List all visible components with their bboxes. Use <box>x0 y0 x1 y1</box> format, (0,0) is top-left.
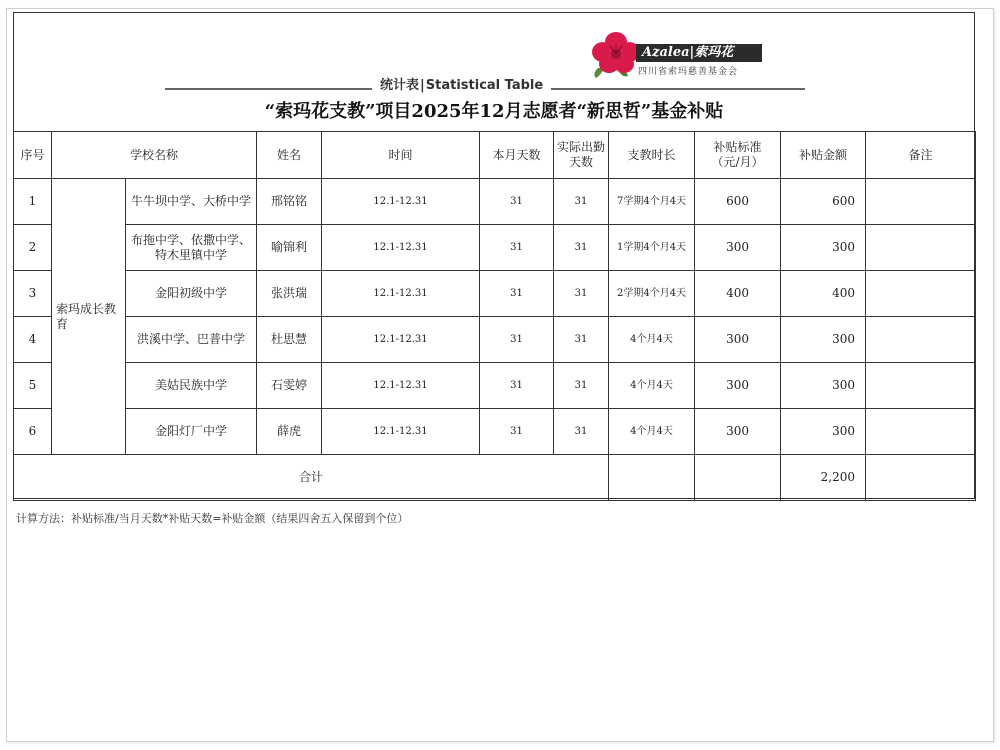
cell-school <box>126 179 257 225</box>
cell-duration: 1学期4个月4天 <box>609 225 695 271</box>
table-row <box>14 271 976 317</box>
cell-standard: 300 <box>695 225 781 271</box>
cell-month-days: 31 <box>480 409 554 455</box>
cell-time: 12.1-12.31 <box>322 363 480 409</box>
logo-subtitle: 四川省索玛慈善基金会 <box>638 67 739 77</box>
cell-amount: 300 <box>781 363 866 409</box>
cell-school-line1: 金阳初级中学 <box>155 286 228 300</box>
cell-standard: 300 <box>695 363 781 409</box>
cell-seq: 1 <box>14 179 52 225</box>
col-header-name: 姓名 <box>257 132 322 179</box>
cell-total-note <box>866 455 976 501</box>
cell-note <box>866 317 976 363</box>
col-header-standard-line2: （元/月） <box>711 155 764 169</box>
document-title: “索玛花支教”项目2025年12月志愿者“新思哲”基金补贴 <box>264 101 724 122</box>
cell-time: 12.1-12.31 <box>322 271 480 317</box>
cell-school <box>126 409 257 455</box>
cell-actual-days: 31 <box>554 409 609 455</box>
cell-amount: 600 <box>781 179 866 225</box>
stat-label-cn: 统计表 <box>380 78 420 93</box>
cell-month-days: 31 <box>480 317 554 363</box>
cell-time: 12.1-12.31 <box>322 179 480 225</box>
cell-name: 石雯婷 <box>257 363 322 409</box>
cell-actual-days: 31 <box>554 225 609 271</box>
cell-actual-days: 31 <box>554 179 609 225</box>
cell-total-duration <box>609 455 695 501</box>
cell-total-label: 合计 <box>14 455 609 501</box>
statistical-table-label <box>372 74 551 93</box>
cell-school-line1: 牛牛坝中学、大桥中学 <box>131 194 252 208</box>
cell-school-line1: 美姑民族中学 <box>155 378 228 392</box>
cell-total-standard <box>695 455 781 501</box>
col-header-standard <box>695 132 781 179</box>
cell-month-days: 31 <box>480 363 554 409</box>
cell-note <box>866 179 976 225</box>
table-row <box>14 317 976 363</box>
cell-school <box>126 363 257 409</box>
table-row <box>14 179 976 225</box>
cell-month-days: 31 <box>480 225 554 271</box>
logo-brand-bar: Azalea|索玛花 <box>636 44 762 62</box>
cell-actual-days: 31 <box>554 363 609 409</box>
col-header-actual-days-line1: 实际出勤 <box>557 140 606 154</box>
cell-duration: 7学期4个月4天 <box>609 179 695 225</box>
col-header-time: 时间 <box>322 132 480 179</box>
col-header-standard-line1: 补贴标准 <box>713 140 762 154</box>
cell-school-line1: 金阳灯厂中学 <box>155 424 228 438</box>
cell-time: 12.1-12.31 <box>322 225 480 271</box>
cell-name: 杜思慧 <box>257 317 322 363</box>
cell-duration: 4个月4天 <box>609 409 695 455</box>
cell-amount: 300 <box>781 225 866 271</box>
cell-note <box>866 409 976 455</box>
table-row <box>14 363 976 409</box>
cell-school-line1: 布拖中学、依撒中学、 <box>131 232 252 247</box>
cell-actual-days: 31 <box>554 271 609 317</box>
cell-duration: 4个月4天 <box>609 363 695 409</box>
cell-school <box>126 271 257 317</box>
cell-note <box>866 363 976 409</box>
cell-seq: 6 <box>14 409 52 455</box>
calculation-footnote: 计算方法：补贴标准/当月天数*补贴天数=补贴金额（结果四舍五入保留到个位） <box>16 512 409 525</box>
cell-month-days: 31 <box>480 179 554 225</box>
azalea-logo <box>588 28 778 80</box>
cell-duration: 4个月4天 <box>609 317 695 363</box>
cell-school-line2: 特木里镇中学 <box>155 247 228 262</box>
table-total-row <box>14 455 976 501</box>
col-header-note: 备注 <box>866 132 976 179</box>
col-header-month-days: 本月天数 <box>480 132 554 179</box>
cell-name: 喻锦利 <box>257 225 322 271</box>
cell-standard: 600 <box>695 179 781 225</box>
cell-seq: 3 <box>14 271 52 317</box>
cell-group-label: 索玛成长教育 <box>52 179 126 455</box>
cell-name: 薛虎 <box>257 409 322 455</box>
cell-amount: 300 <box>781 409 866 455</box>
cell-note <box>866 271 976 317</box>
cell-time: 12.1-12.31 <box>322 409 480 455</box>
col-header-seq: 序号 <box>14 132 52 179</box>
cell-standard: 300 <box>695 317 781 363</box>
col-header-amount: 补贴金额 <box>781 132 866 179</box>
table-row <box>14 225 976 271</box>
cell-standard: 300 <box>695 409 781 455</box>
cell-month-days: 31 <box>480 271 554 317</box>
cell-school-line1: 洪溪中学、巴普中学 <box>137 332 246 346</box>
col-header-school: 学校名称 <box>52 132 257 179</box>
subsidy-table <box>13 131 976 501</box>
cell-seq: 4 <box>14 317 52 363</box>
cell-seq: 5 <box>14 363 52 409</box>
stat-label-separator: | <box>420 78 425 93</box>
cell-seq: 2 <box>14 225 52 271</box>
table-row <box>14 409 976 455</box>
table-header-row <box>14 132 976 179</box>
cell-total-amount: 2,200 <box>781 455 866 501</box>
cell-duration: 2学期4个月4天 <box>609 271 695 317</box>
stat-label-en: Statistical Table <box>425 78 544 93</box>
cell-school <box>126 225 257 271</box>
col-header-actual-days-line2: 天数 <box>569 155 594 169</box>
cell-note <box>866 225 976 271</box>
cell-name: 邢铭铭 <box>257 179 322 225</box>
col-header-actual-days <box>554 132 609 179</box>
cell-amount: 300 <box>781 317 866 363</box>
cell-school <box>126 317 257 363</box>
cell-standard: 400 <box>695 271 781 317</box>
cell-time: 12.1-12.31 <box>322 317 480 363</box>
cell-name: 张洪瑞 <box>257 271 322 317</box>
cell-actual-days: 31 <box>554 317 609 363</box>
cell-amount: 400 <box>781 271 866 317</box>
col-header-duration: 支教时长 <box>609 132 695 179</box>
